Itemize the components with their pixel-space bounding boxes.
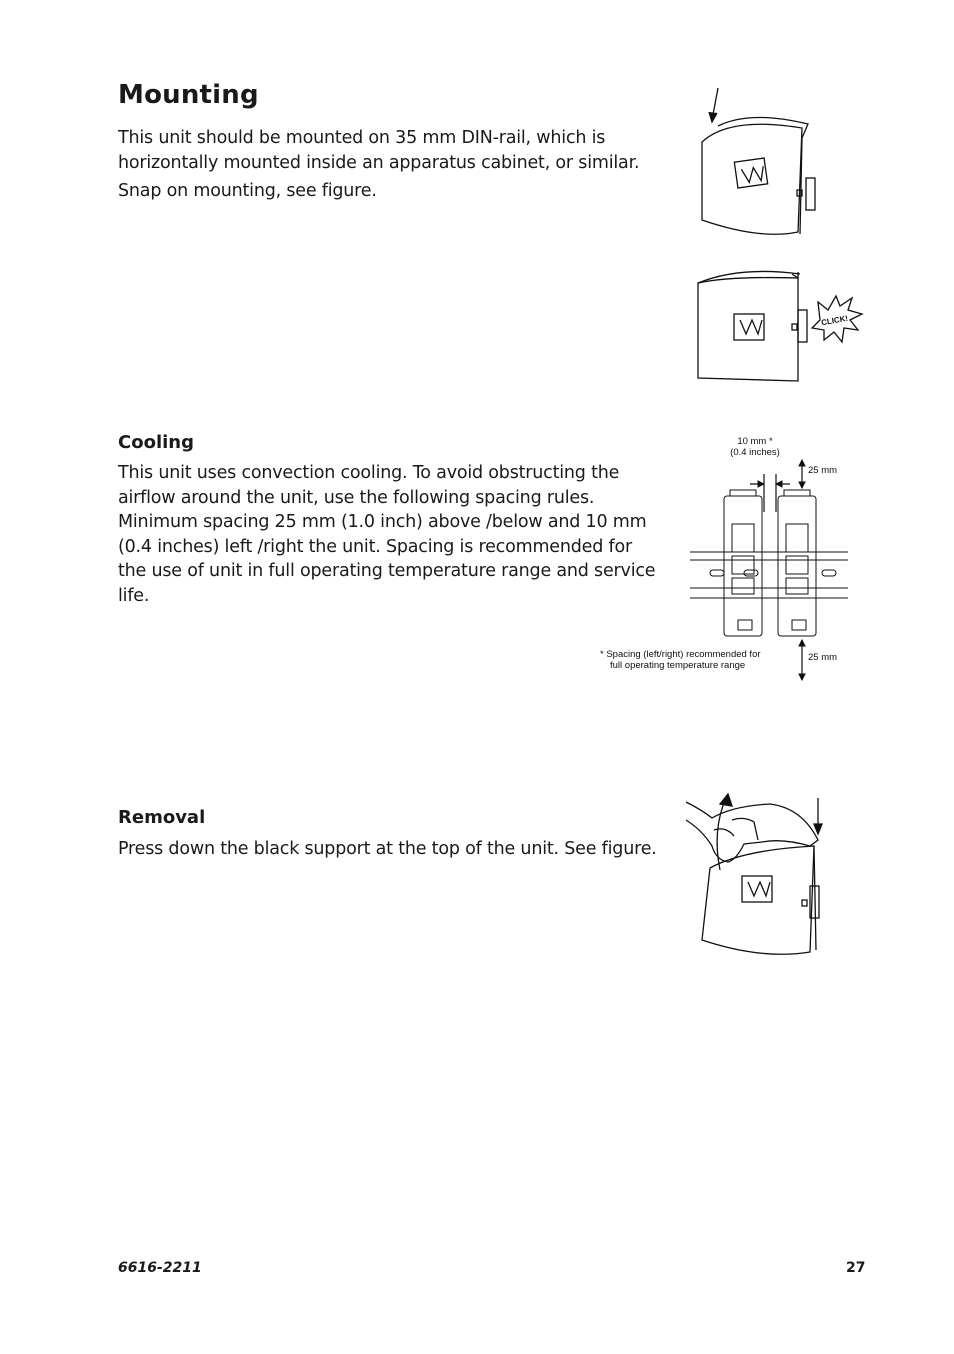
unit-right	[778, 496, 816, 636]
cooling-spacing-figure	[688, 460, 858, 685]
snap-on-figure-tilted	[690, 80, 840, 250]
mounting-snap-paragraph: Snap on mounting, see figure.	[118, 181, 377, 201]
snap-on-figure-click	[690, 268, 865, 388]
side-spacing-label-inches: (0.4 inches)	[730, 447, 780, 458]
cooling-heading: Cooling	[118, 432, 194, 453]
down-arrow-head	[709, 112, 717, 122]
page-number: 27	[846, 1260, 866, 1276]
din-rail	[690, 552, 848, 598]
bottom-spacing-label: 25 mm	[808, 652, 838, 663]
click-label: CLICK!	[820, 313, 849, 328]
side-spacing-label: 10 mm *	[737, 436, 773, 447]
top-spacing-label: 25 mm	[808, 465, 838, 476]
removal-heading: Removal	[118, 807, 206, 828]
unit-left	[724, 496, 762, 636]
mounting-paragraph: This unit should be mounted on 35 mm DIN-rail, which is horizontally mounted inside an apparatus cabinet, or similar.	[118, 128, 640, 173]
cooling-paragraph: This unit uses convection cooling. To avoid obstructing the airflow around the unit, use the following spacing rules. Minimum spacing 25 mm (1.0 inch) above /below and 10 mm (0.4 inches) left /right the unit. Spacing is recommended for the use of unit in full operating temperature range and service life.	[118, 463, 656, 606]
document-number: 6616-2211	[118, 1260, 202, 1276]
page-title-mounting: Mounting	[118, 80, 259, 110]
footnote-line-2: full operating temperature range	[610, 660, 746, 671]
removal-figure	[682, 790, 832, 965]
removal-paragraph: Press down the black support at the top of the unit. See figure.	[118, 839, 657, 859]
footnote-line-1: * Spacing (left/right) recommended for	[600, 649, 761, 660]
